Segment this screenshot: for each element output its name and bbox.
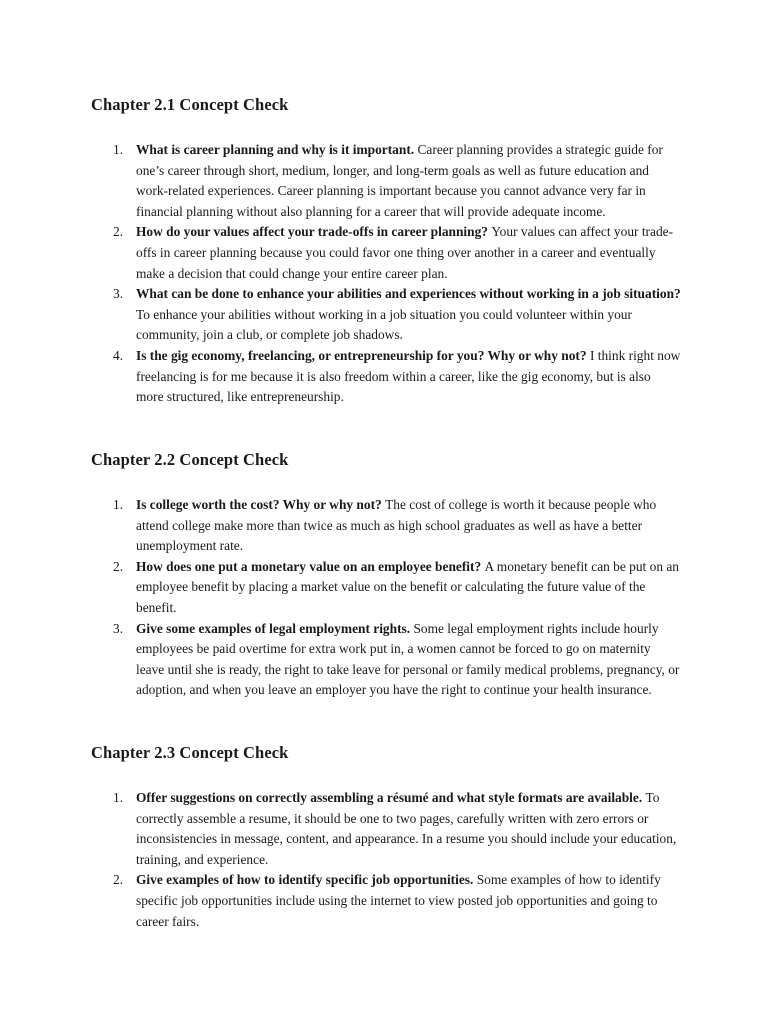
list-item: [91, 284, 681, 346]
item-answer: Some examples of how to identify specific job opportunities include using the internet to view posted job opportunities and going to career fairs.: [136, 872, 661, 929]
item-question: Is the gig economy, freelancing, or entrepreneurship for you? Why or why not?: [136, 347, 590, 363]
item-question: Give some examples of legal employment rights.: [136, 620, 414, 636]
list-item: [91, 346, 681, 408]
item-question: Offer suggestions on correctly assembling a résumé and what style formats are available.: [136, 790, 646, 805]
list-item: [91, 557, 681, 619]
section-heading: Chapter 2.1 Concept Check: [91, 95, 289, 114]
question-list: [91, 495, 681, 701]
item-number: 1.: [113, 790, 124, 805]
section-heading: Chapter 2.3 Concept Check: [91, 743, 289, 762]
item-number: 1.: [113, 142, 124, 157]
item-number: 4.: [113, 347, 124, 363]
list-item: [91, 495, 681, 557]
item-number: 3.: [113, 286, 124, 302]
item-question: Is college worth the cost? Why or why not?: [136, 497, 386, 512]
item-number: 2.: [113, 872, 124, 888]
item-answer: To correctly assemble a resume, it should be one to two pages, carefully written with zero errors or inconsistencies in message, content, and appearance. In a resume you should include your education, training, and experience.: [136, 790, 677, 867]
list-item: [91, 140, 681, 222]
question-list: [91, 140, 681, 408]
question-list: [91, 788, 681, 932]
item-answer: I think right now freelancing is for me because it is also freedom within a career, like the gig economy, but is also more structured, like entrepreneurship.: [136, 347, 681, 405]
item-answer: To enhance your abilities without working in a job situation you could volunteer within your community, join a club, or complete job shadows.: [136, 306, 632, 343]
item-answer: Your values can affect your trade-offs in career planning because you could favor one thing over another in a career and eventually make a decision that could change your entire career plan.: [136, 224, 674, 281]
section-chapter-2-1: [91, 95, 681, 405]
item-number: 2.: [113, 224, 124, 240]
section-chapter-2-2: [91, 450, 681, 698]
item-answer: Career planning provides a strategic guide for one’s career through short, medium, longer, and long-term goals as well as future education and work-related experiences. Career planning is important because you cannot advance very far in financial planning without also planning for a career that will provide adequate income.: [136, 142, 663, 219]
item-answer: Some legal employment rights include hourly employees be paid overtime for extra work put in, a women cannot be forced to go on maternity leave until she is ready, the right to take leave for personal or family medical problems, pregnancy, or adoption, and when you leave an employer you have the right to continue your health insurance.: [136, 620, 680, 698]
list-item: [91, 619, 681, 701]
item-question: Give examples of how to identify specific job opportunities.: [136, 872, 477, 888]
item-question: How does one put a monetary value on an employee benefit?: [136, 558, 485, 574]
item-question: What can be done to enhance your abilities and experiences without working in a job situation?: [136, 286, 681, 302]
item-number: 2.: [113, 558, 124, 574]
item-answer: The cost of college is worth it because people who attend college make more than twice as much as high school graduates as well as have a better unemployment rate.: [136, 497, 657, 554]
item-question: How do your values affect your trade-offs in career planning?: [136, 224, 492, 240]
section-chapter-2-3: [91, 743, 681, 929]
list-item: [91, 788, 681, 870]
item-answer: A monetary benefit can be put on an employee benefit by placing a market value on the benefit or calculating the future value of the benefit.: [136, 558, 680, 615]
section-heading: Chapter 2.2 Concept Check: [91, 450, 289, 469]
item-number: 1.: [113, 497, 124, 512]
list-item: [91, 870, 681, 932]
list-item: [91, 222, 681, 284]
item-number: 3.: [113, 620, 124, 636]
item-question: What is career planning and why is it important.: [136, 142, 418, 157]
